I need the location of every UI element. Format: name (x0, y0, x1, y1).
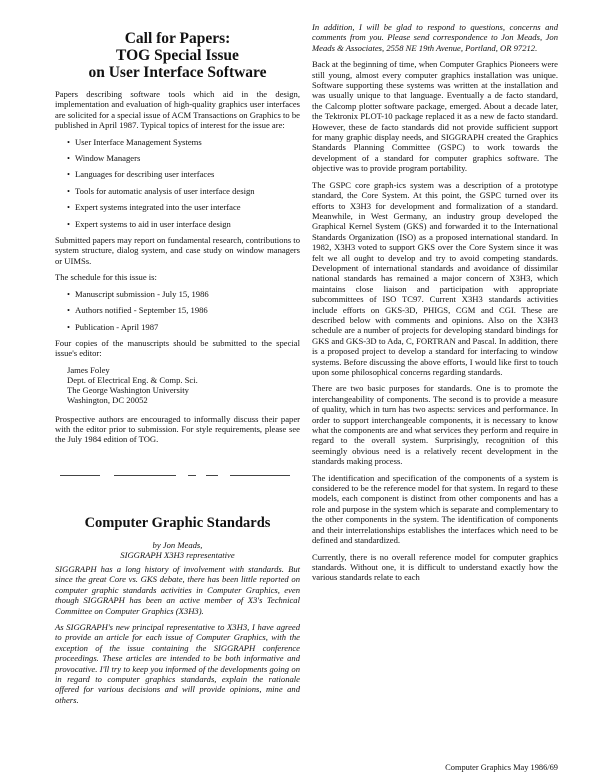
article-paragraph: In addition, I will be glad to respond to questions, concerns and comments from you. Please send correspondence to Jon Meads, Jon Meads & Associates, 2558 NE 19th Avenue, Portland, OR 97212. (312, 22, 558, 53)
cfp-submitted: Submitted papers may report on fundamental research, contributions to system structure, dialog system, and case study on window managers or UIMSs. (55, 235, 300, 266)
address-line: James Foley (67, 364, 110, 375)
article-body-column (312, 22, 558, 589)
article-paragraph: As SIGGRAPH's new principal representative to X3H3, I have agreed to provide an article for each issue of Computer Graphics, with the exception of the issue containing the SIGGRAPH conference proceedings. These articles are intended to be both informative and provocative. I'll try to keep you informed of the developments going on in regard to computer graphics standards, explain the rationale offered for various decisions and will provide opinions, mine and others. (55, 622, 300, 705)
byline-author: by Jon Meads, (152, 540, 203, 550)
cfp-title-line3: on User Interface Software (88, 64, 267, 81)
address-line: The George Washington University (67, 385, 189, 396)
address-line: Dept. of Electrical Eng. & Comp. Sci. (67, 374, 198, 385)
cfp-intro: Papers describing software tools which aid in the design, implementation and evaluation of high-quality graphics user interfaces are solicited for a special issue of ACM Transactions on Graphics to be published in April 1987. Typical topics of interest for the issue are: (55, 89, 300, 131)
list-item: • Expert systems to aid in user interface design (67, 219, 300, 229)
list-item: • Languages for describing user interfaces (67, 169, 300, 179)
article-intro (55, 564, 300, 711)
page-footer: Computer Graphics May 1986/69 (445, 763, 558, 772)
list-item: • Publication - April 1987 (67, 322, 300, 332)
byline (55, 540, 300, 561)
cfp-title-line1: Call for Papers: (124, 30, 231, 47)
article-paragraph: The GSPC core graph-ics system was a description of a prototype standard, the Core System. At this point, the GSPC turned over its efforts to X3H3 for development and formalization of a standard. Meanwhile, in West Germany, an industry group developed the Graphical Kernel System (GKS) and forwarded it to the International Standards Organization (ISO) as a proposed international standard. In 1982, X3H3 voted to support GKS over the Core System since it was felt we all ought to develop and try to avoid competing standards. Development of international standards and avoidance of dissimilar national standards has remained a major concern of X3H3, which maintains close liaison and participation with appropriate subcommittees of ISO TC97. Current X3H3 standards activities include efforts on GKS-3D, PHIGS, CGM and CGI. These are described below with comments and opinions. Also on the X3H3 schedule are a number of projects for developing standard bindings for GKS and GKS-3D to Ada, C, FORTRAN and Pascal. In addition, there is a proposed project to develop a standard for interfacing to window systems. Before discussing the above efforts, I would like first to touch upon some philosophical concerns regarding standards. (312, 179, 558, 377)
article-title: Computer Graphic Standards (84, 515, 271, 531)
cfp-title (55, 30, 300, 81)
article-paragraph: Back at the beginning of time, when Computer Graphics Pioneers were still young, almost every computer graphics installation was unique. Software supporting these systems was written at the installation and was usually unique to that language. Eventually a de facto standard, the Calcomp plotter software package, emerged. About a decade later, the Tektronix PLOT-10 package replaced it as a new de facto standard. However, these de facto standards did not provide sufficient support for many graphic display needs, and SIGGRAPH created the Graphics Standards Planning Committee (GSPC) to work towards the development of a standard for computer graphics software. The objective was to provide program portability. (312, 59, 558, 174)
list-item: • Window Managers (67, 153, 300, 163)
editor-address (67, 365, 300, 406)
cfp-schedule-list (55, 289, 300, 332)
cfp-schedule-intro: The schedule for this issue is: (55, 272, 157, 283)
list-item: • Expert systems integrated into the user interface (67, 202, 300, 212)
article-paragraph: SIGGRAPH has a long history of involvement with standards. But since the great Core vs. GKS debate, there has been little reported on computer graphic standards activities in Computer Graphics, even though SIGGRAPH has been an active member of X3's Technical Committee on Computer Graphics (X3H3). (55, 564, 300, 616)
byline-role: SIGGRAPH X3H3 representative (120, 550, 235, 561)
article-paragraph: Currently, there is no overall reference model for computer graphics standards. Without one, it is difficult to understand exactly how the various standards relate to each (312, 551, 558, 583)
call-for-papers-column (55, 22, 300, 451)
cfp-copies: Four copies of the manuscripts should be submitted to the special issue's editor: (55, 337, 300, 359)
address-line: Washington, DC 20052 (67, 395, 148, 406)
article-paragraph: There are two basic purposes for standards. One is to promote the interchangeability of components. The second is to provide a measure of quality, which in turn has two aspects: services and performance. In order to support interchangeable components, it is necessary to know what the components are and what services they perform and require in regard to the overall system. Surprisingly, recognition of this seemingly obvious need is a relatively recent development in the standards making process. (312, 383, 558, 467)
article-paragraph: The identification and specification of the components of a system is considered to be the reference model for that system. In regard to these models, each component is distinct from other components and has a role and purpose in the system which is separate and complementary to the other components in the system. The identification of components and their interrelationships establishes the interfaces which need to be defined and standardized. (312, 472, 558, 546)
list-item: • Authors notified - September 15, 1986 (67, 305, 300, 315)
cfp-title-line2: TOG Special Issue (116, 47, 239, 64)
section-separator (60, 466, 295, 474)
list-item: • User Interface Management Systems (67, 137, 300, 147)
list-item: • Manuscript submission - July 15, 1986 (67, 289, 300, 299)
list-item: • Tools for automatic analysis of user interface design (67, 186, 300, 196)
cfp-topic-list (55, 137, 300, 229)
cfp-prospective: Prospective authors are encouraged to informally discuss their paper with the editor prior to submission. For style requirements, please see the July 1984 edition of TOG. (55, 413, 300, 445)
